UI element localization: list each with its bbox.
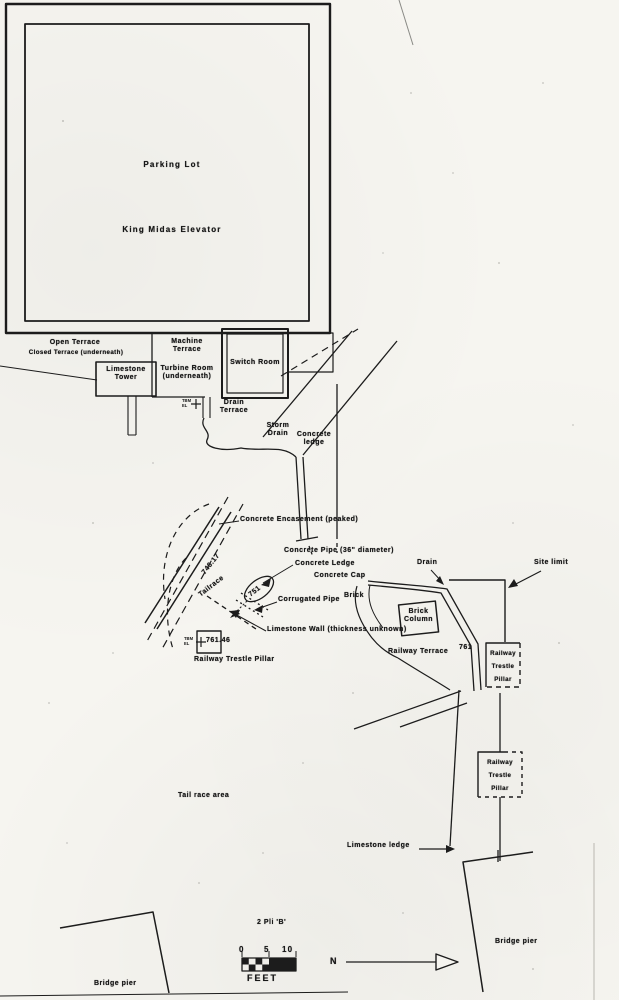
- railway-terrace-label: Railway Terrace: [388, 648, 449, 655]
- bridge-pier-right-label: Bridge pier: [495, 938, 538, 945]
- north-arrow: [346, 954, 458, 970]
- storm-drain-label: Storm Drain: [266, 422, 290, 438]
- limestone-wall-label: Limestone Wall (thickness unknown): [267, 626, 407, 633]
- concrete-cap-label: Concrete Cap: [314, 572, 366, 579]
- concrete-ledge-label: Concrete Ledge: [295, 560, 355, 567]
- benchmark-tag-1: TBM EL: [182, 398, 192, 408]
- scale-unit-label: FEET: [247, 973, 279, 983]
- concrete-encasement-label: Concrete Encasement (peaked): [240, 516, 359, 523]
- elev-761-label: 761: [459, 644, 473, 651]
- limestone-tower-label: Limestone Tower: [106, 366, 146, 382]
- concrete-pipe-lines: [296, 457, 318, 557]
- benchmark-tag-2: TBM EL: [184, 636, 194, 646]
- pli-note-label: 2 Pli 'B': [257, 919, 287, 926]
- elev-761-46-label: 761.46: [206, 637, 231, 644]
- north-label: N: [330, 956, 337, 966]
- limestone-ledge-arrow: [419, 845, 455, 853]
- scale-tick-10: 10: [282, 945, 294, 954]
- brick-column-label: Brick Column: [403, 608, 434, 624]
- scale-tick-5: 5: [264, 945, 270, 954]
- railway-trestle-pillar-caption: Railway Trestle Pillar: [194, 656, 275, 663]
- concrete-ledge-small-label: Concrete ledge: [296, 431, 332, 447]
- trestle-pillar-1-label: Railway Trestle Pillar: [490, 650, 516, 683]
- machine-terrace-label: Machine Terrace: [171, 338, 203, 354]
- elev-751-label: 751: [247, 584, 263, 599]
- limestone-ledge-label: Limestone ledge: [347, 842, 410, 849]
- switch-room-label: Switch Room: [230, 359, 280, 366]
- corrugated-pipe-label: Corrugated Pipe: [278, 596, 340, 603]
- tail-race-area-label: Tail race area: [178, 792, 230, 799]
- open-terrace-label: Open Terrace: [49, 339, 101, 346]
- brick-label: Brick: [344, 592, 365, 599]
- drain-terrace-label: Drain Terrace: [219, 399, 249, 415]
- elev-746-label: 746.17: [200, 552, 222, 576]
- trestle-pillar-2-label: Railway Trestle Pillar: [487, 759, 513, 792]
- drain-label: Drain: [417, 559, 438, 566]
- site-limit-label: Site limit: [534, 559, 569, 566]
- turbine-room-label: Turbine Room (underneath): [160, 365, 214, 381]
- bridge-pier-left-label: Bridge pier: [94, 980, 137, 987]
- scan-edge-lines: [399, 0, 594, 1000]
- railway-terrace-lines: [355, 585, 450, 690]
- tailrace-label: Tailrace: [197, 574, 226, 599]
- king-midas-elevator-label: King Midas Elevator: [122, 225, 222, 234]
- closed-terrace-label: Closed Terrace (underneath): [28, 349, 124, 356]
- scale-tick-0: 0: [239, 945, 245, 954]
- concrete-pipe-label: Concrete Pipe (36" diameter): [284, 547, 394, 554]
- parking-lot-label: Parking Lot: [143, 160, 201, 169]
